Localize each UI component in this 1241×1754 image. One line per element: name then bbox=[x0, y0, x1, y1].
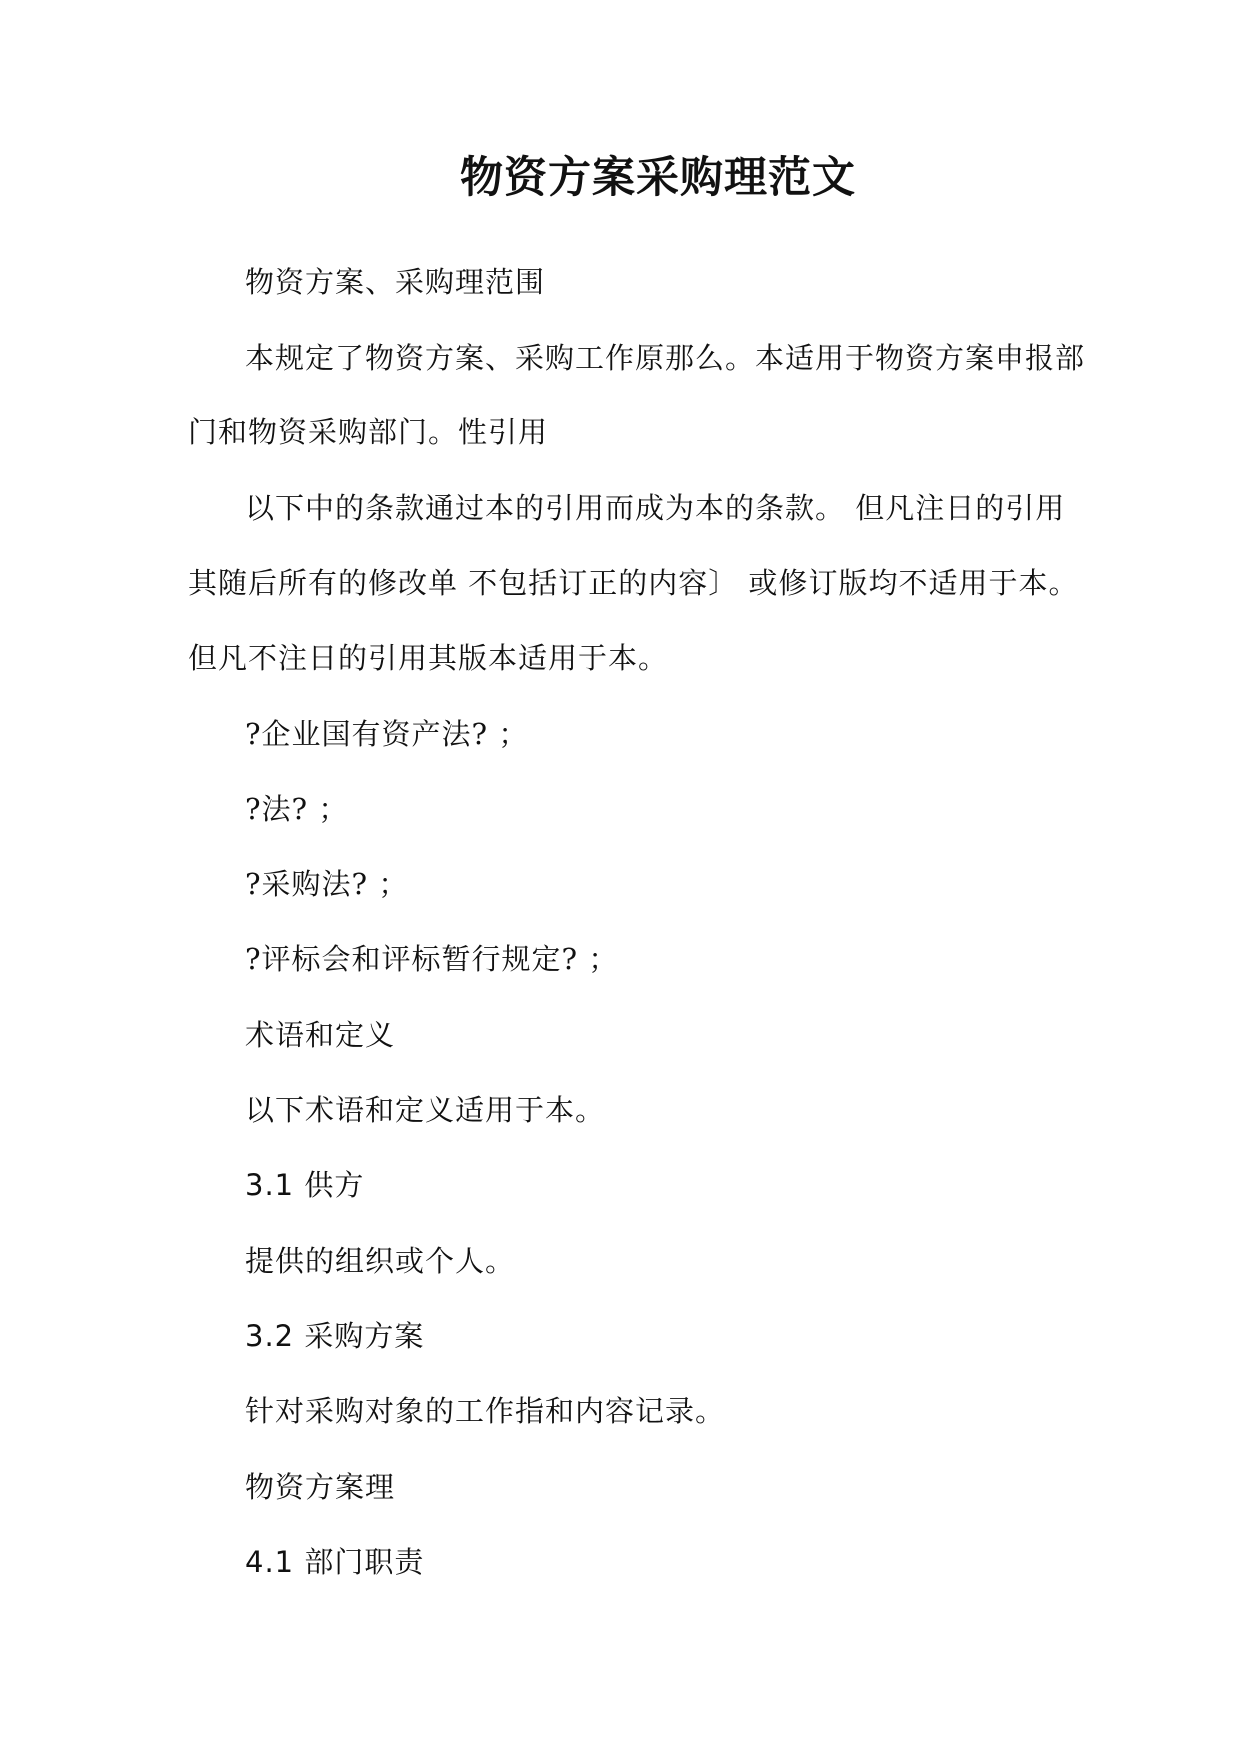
paragraph-line: 但凡不注日的引用其版本适用于本。 bbox=[188, 641, 669, 675]
reference-item: ?企业国有资产法? ； bbox=[245, 717, 529, 751]
paragraph-line: 门和物资采购部门。性引用 bbox=[188, 415, 549, 449]
paragraph-line: 以下中的条款通过本的引用而成为本的条款。 但凡注日的引用 bbox=[245, 491, 1066, 525]
subsection-heading: 3.1 供方 bbox=[245, 1168, 365, 1202]
paragraph-line: 以下术语和定义适用于本。 bbox=[245, 1093, 606, 1127]
subsection-heading: 4.1 部门职责 bbox=[245, 1545, 425, 1579]
reference-item: ?评标会和评标暂行规定? ； bbox=[245, 942, 619, 976]
section-heading-terms: 术语和定义 bbox=[245, 1018, 396, 1052]
section-heading-management: 物资方案理 bbox=[245, 1470, 396, 1504]
paragraph-line: 本规定了物资方案、采购工作原那么。本适用于物资方案申报部 bbox=[245, 341, 1086, 375]
document-title: 物资方案采购理范文 bbox=[460, 153, 856, 203]
definition-text: 提供的组织或个人。 bbox=[245, 1244, 516, 1278]
section-heading-scope: 物资方案、采购理范围 bbox=[245, 265, 546, 299]
reference-item: ?法? ； bbox=[245, 792, 349, 826]
paragraph-line: 其随后所有的修改单 不包括订正的内容〕 或修订版均不适用于本。 bbox=[188, 566, 1079, 600]
reference-item: ?采购法? ； bbox=[245, 867, 409, 901]
definition-text: 针对采购对象的工作指和内容记录。 bbox=[245, 1394, 726, 1428]
subsection-heading: 3.2 采购方案 bbox=[245, 1319, 425, 1353]
